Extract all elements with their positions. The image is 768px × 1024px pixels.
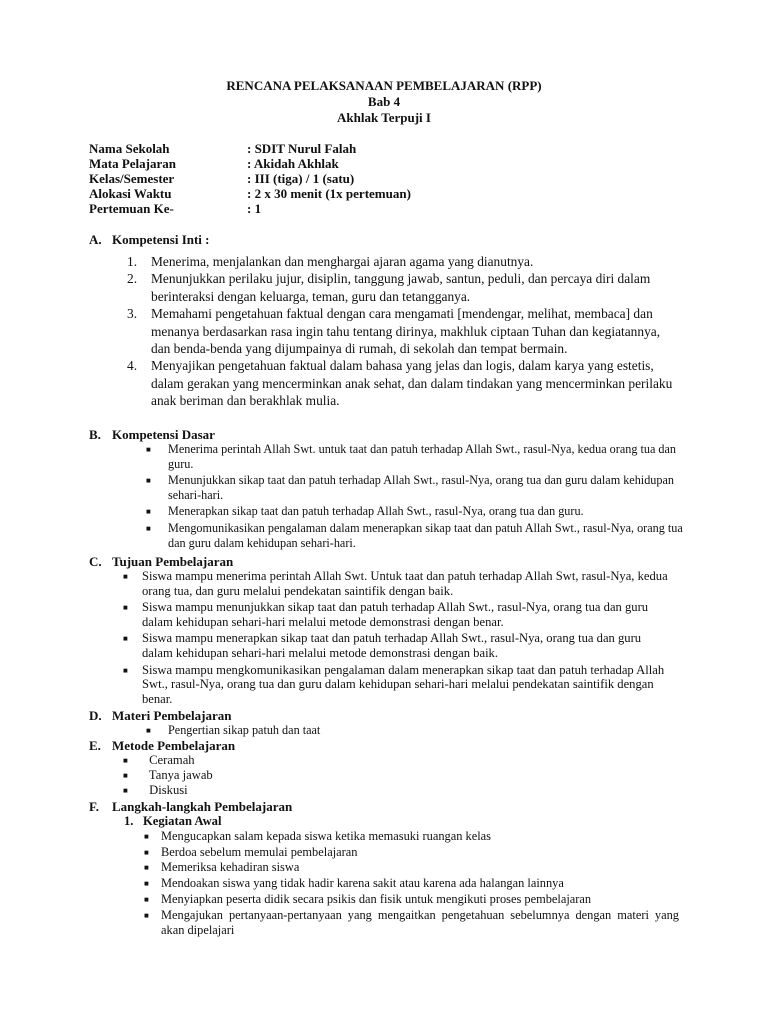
section-letter: B.: [89, 427, 101, 442]
bullet-list: [89, 569, 689, 706]
section-title: Kompetensi Inti :: [112, 232, 210, 247]
list-item: [144, 860, 689, 876]
identity-row: [89, 156, 411, 171]
list-item: [123, 753, 689, 768]
identity-value: : 2 x 30 menit (1x pertemuan): [247, 186, 411, 201]
item-text: Menunjukkan perilaku jujur, disiplin, tanggung jawab, santun, peduli, dan percaya diri dalam berinteraksi dengan keluarga, teman, guru dan tetangganya.: [151, 271, 651, 304]
list-item: [146, 504, 689, 519]
item-text: Mengucapkan salam kepada siswa ketika memasuki ruangan kelas: [161, 829, 491, 843]
item-text: Mengomunikasikan pengalaman dalam menerapkan sikap taat dan patuh Allah Swt., rasul-Nya, orang tua dan guru dalam kehidupan sehari-hari.: [168, 521, 683, 550]
item-text: Mendoakan siswa yang tidak hadir karena sakit atau karena ada halangan lainnya: [161, 876, 564, 891]
list-item: [144, 829, 689, 845]
list-item: [123, 663, 689, 707]
bullet-icon: ■: [146, 726, 151, 735]
section-title: Langkah-langkah Pembelajaran: [112, 799, 293, 814]
section-tujuan-pembelajaran: [89, 554, 689, 708]
item-text: Siswa mampu menerima perintah Allah Swt. Untuk taat dan patuh terhadap Allah Swt, rasul-Nya, kedua orang tua, dan guru melalui pendekatan saintifik dengan baik.: [142, 569, 668, 598]
identity-key: Nama Sekolah: [89, 141, 170, 156]
bullet-icon: ■: [146, 507, 151, 516]
bullet-icon: ■: [144, 910, 149, 920]
topic-label: Akhlak Terpuji I: [337, 110, 431, 125]
item-text: Menyiapkan peserta didik secara psikis dan fisik untuk mengikuti proses pembelajaran: [161, 891, 592, 906]
subsection-title: Kegiatan Awal: [143, 814, 222, 828]
section-letter: C.: [89, 554, 102, 569]
section-title: Kompetensi Dasar: [112, 427, 215, 442]
section-langkah-pembelajaran: [89, 799, 689, 939]
list-item: [123, 768, 689, 783]
bullet-icon: ■: [123, 634, 128, 644]
item-number: 4.: [127, 358, 138, 374]
identity-key: Kelas/Semester: [89, 171, 175, 186]
bullet-icon: ■: [144, 894, 149, 904]
list-item: [127, 357, 689, 409]
section-kompetensi-inti: [89, 232, 689, 410]
section-title: Tujuan Pembelajaran: [112, 554, 234, 569]
identity-table: [89, 141, 411, 216]
list-item: [144, 892, 689, 908]
section-letter: F.: [89, 799, 99, 814]
list-item: [144, 876, 689, 892]
item-text: Berdoa sebelum memulai pembelajaran: [161, 844, 358, 859]
list-item: [146, 442, 689, 471]
item-text: Tanya jawab: [146, 768, 213, 782]
subsection-number: 1.: [124, 814, 134, 828]
list-item: [144, 908, 689, 939]
section-heading: [89, 738, 689, 753]
bullet-icon: ■: [123, 771, 128, 780]
bullet-list: [89, 753, 689, 798]
identity-row: [89, 186, 411, 201]
section-materi-pembelajaran: [89, 708, 689, 738]
identity-value: : 1: [247, 201, 262, 216]
list-item: [123, 600, 689, 629]
list-item: [123, 631, 689, 660]
item-text: Siswa mampu mengkomunikasikan pengalaman dalam menerapkan sikap taat dan patuh terhadap Allah Swt., rasul-Nya, orang tua dan guru dalam kehidupan sehari-hari melalui pendekatan saintifik dengan benar.: [142, 662, 665, 706]
identity-key: Alokasi Waktu: [89, 186, 172, 201]
item-number: 2.: [127, 271, 138, 287]
section-heading: [89, 427, 689, 442]
item-text: Siswa mampu menunjukkan sikap taat dan patuh terhadap Allah Swt., rasul-Nya, orang tua dan guru dalam kehidupan sehari-hari melalui metode demonstrasi dengan benar.: [142, 600, 649, 629]
section-title: Metode Pembelajaran: [112, 738, 236, 753]
identity-value: : SDIT Nurul Falah: [247, 141, 357, 156]
section-letter: A.: [89, 232, 102, 247]
section-kompetensi-dasar: [89, 427, 689, 552]
section-heading: [89, 232, 689, 247]
list-item: [127, 270, 689, 305]
item-text: Pengertian sikap patuh dan taat: [168, 723, 321, 737]
list-item: [146, 723, 689, 738]
list-item: [146, 521, 689, 550]
item-text: Mengajukan pertanyaan-pertanyaan yang mengaitkan pengetahuan sebelumnya dengan materi yang akan dipelajari: [161, 907, 679, 938]
list-item: [146, 473, 689, 502]
identity-row: [89, 171, 411, 186]
item-text: Menerima, menjalankan dan menghargai ajaran agama yang dianutnya.: [151, 254, 534, 269]
section-letter: E.: [89, 738, 101, 753]
section-heading: [89, 799, 689, 814]
bullet-list: [89, 829, 689, 939]
chapter-label: Bab 4: [367, 94, 401, 109]
bullet-icon: ■: [146, 476, 151, 485]
bullet-icon: ■: [123, 665, 128, 675]
list-item: [127, 253, 689, 270]
identity-row: [89, 141, 411, 156]
section-title: Materi Pembelajaran: [112, 708, 232, 723]
bullet-icon: ■: [146, 445, 151, 454]
section-heading: [89, 554, 689, 569]
list-item: [144, 845, 689, 861]
identity-value: : Akidah Akhlak: [247, 156, 339, 171]
bullet-icon: ■: [144, 879, 149, 889]
bullet-icon: ■: [146, 524, 151, 533]
bullet-icon: ■: [123, 603, 128, 613]
document-header: [0, 78, 768, 126]
list-item: [123, 569, 689, 598]
identity-value: : III (tiga) / 1 (satu): [247, 171, 355, 186]
subsection-heading: [124, 814, 689, 829]
section-metode-pembelajaran: [89, 738, 689, 798]
bullet-icon: ■: [144, 832, 149, 841]
item-number: 3.: [127, 306, 138, 322]
numbered-list: [89, 253, 689, 410]
bullet-icon: ■: [123, 786, 128, 795]
bullet-icon: ■: [123, 756, 128, 765]
bullet-icon: ■: [123, 572, 128, 581]
identity-row: [89, 201, 411, 216]
bullet-icon: ■: [144, 863, 149, 873]
item-text: Menunjukkan sikap taat dan patuh terhadap Allah Swt., rasul-Nya, orang tua dan guru dalam kehidupan sehari-hari.: [168, 473, 674, 502]
section-letter: D.: [89, 708, 102, 723]
item-text: Menerapkan sikap taat dan patuh terhadap Allah Swt., rasul-Nya, orang tua dan guru.: [168, 504, 584, 518]
item-text: Siswa mampu menerapkan sikap taat dan patuh terhadap Allah Swt., rasul-Nya, orang tua dan guru dalam kehidupan sehari-hari melalui metode demonstrasi dengan baik.: [142, 631, 642, 660]
bullet-icon: ■: [144, 847, 149, 857]
bullet-list: [89, 723, 689, 738]
document-title: RENCANA PELAKSANAAN PEMBELAJARAN (RPP): [226, 78, 542, 93]
identity-key: Pertemuan Ke-: [89, 201, 174, 216]
item-text: Memeriksa kehadiran siswa: [161, 860, 300, 875]
item-number: 1.: [127, 254, 138, 269]
item-text: Menerima perintah Allah Swt. untuk taat dan patuh terhadap Allah Swt., rasul-Nya, kedua orang tua dan guru.: [168, 442, 677, 471]
item-text: Diskusi: [146, 783, 188, 797]
bullet-list: [89, 442, 689, 550]
identity-key: Mata Pelajaran: [89, 156, 177, 171]
list-item: [127, 305, 689, 357]
list-item: [123, 783, 689, 798]
section-heading: [89, 708, 689, 723]
item-text: Menyajikan pengetahuan faktual dalam bahasa yang jelas dan logis, dalam karya yang estetis, dalam gerakan yang mencerminkan anak sehat, dan dalam tindakan yang mencerminkan perilaku anak beriman dan berakhlak mulia.: [151, 358, 673, 409]
item-text: Ceramah: [146, 753, 195, 767]
item-text: Memahami pengetahuan faktual dengan cara mengamati [mendengar, melihat, membaca] dan menanya berdasarkan rasa ingin tahu tentang dirinya, makhluk ciptaan Tuhan dan kegiatannya, dan benda-benda yang dijumpainya di rumah, di sekolah dan tempat bermain.: [151, 306, 661, 357]
